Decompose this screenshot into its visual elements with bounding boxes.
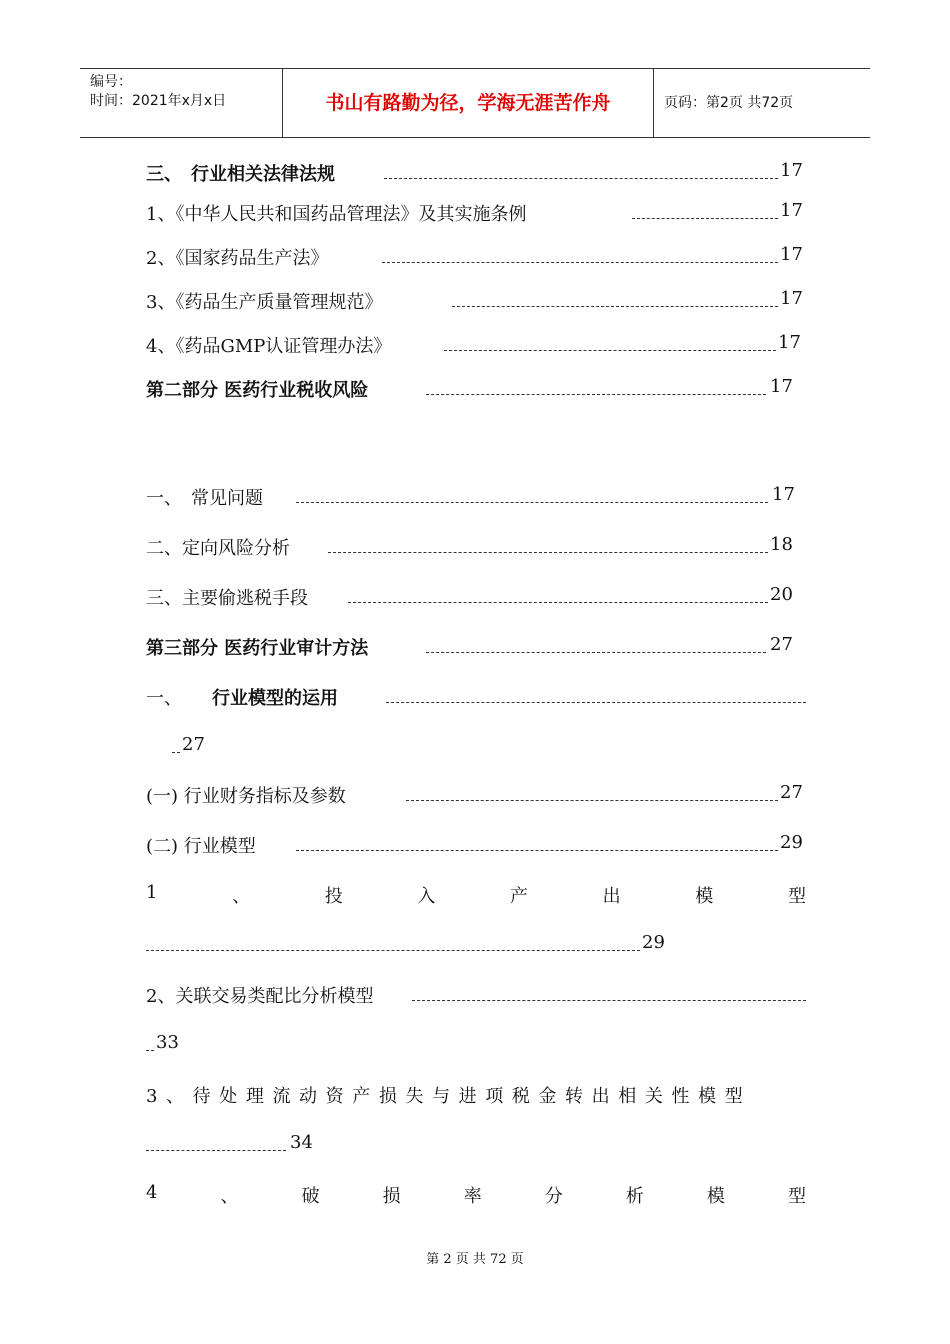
toc-entry-text: (一) 行业财务指标及参数 xyxy=(146,786,346,807)
page-header xyxy=(80,68,870,138)
toc-leader xyxy=(146,1150,286,1151)
toc-leader xyxy=(382,262,778,263)
toc-char: 分 xyxy=(544,1186,563,1207)
toc-leader xyxy=(348,602,768,603)
toc-page: 17 xyxy=(780,160,803,181)
toc-leader xyxy=(406,800,778,801)
toc-page: 17 xyxy=(780,244,803,265)
toc-entry-spread xyxy=(146,882,806,908)
toc-leader xyxy=(426,652,766,653)
toc-char: 出 xyxy=(602,886,621,907)
toc-char: 率 xyxy=(463,1186,482,1207)
toc-char: 破 xyxy=(301,1186,320,1207)
toc-char: 入 xyxy=(417,886,436,907)
toc-entry-spread xyxy=(146,1182,806,1208)
toc-entry-text: 一、 常见问题 xyxy=(146,488,263,509)
page-footer: 第 2 页 共 72 页 xyxy=(426,1252,524,1267)
toc-char: 、 xyxy=(220,1186,239,1207)
toc-char: 型 xyxy=(787,1186,806,1207)
toc-leader xyxy=(452,306,778,307)
toc-page: 20 xyxy=(770,584,793,605)
toc-entry-text: 三、主要偷逃税手段 xyxy=(146,588,308,609)
toc-page: 17 xyxy=(772,484,795,505)
toc-entry-text: 1、《中华人民共和国药品管理法》及其实施条例 xyxy=(146,204,527,225)
toc-char: 、 xyxy=(232,886,251,907)
toc-page: 18 xyxy=(770,534,793,555)
toc-entry-text: 3、《药品生产质量管理规范》 xyxy=(146,292,383,313)
toc-char: 模 xyxy=(695,886,714,907)
toc-leader xyxy=(384,178,778,179)
toc-leader xyxy=(146,950,640,951)
toc-leader xyxy=(426,394,766,395)
toc-char: 产 xyxy=(510,886,529,907)
toc-page: 29 xyxy=(642,932,665,953)
toc-entry-text: 三、 行业相关法律法规 xyxy=(146,164,335,185)
toc-page: 29 xyxy=(780,832,803,853)
toc-page: 17 xyxy=(780,288,803,309)
header-motto: 书山有路勤为径，学海无涯苦作舟 xyxy=(282,69,654,137)
toc-page: 17 xyxy=(778,332,801,353)
toc-char: 型 xyxy=(787,886,806,907)
toc-page: 27 xyxy=(770,634,793,655)
toc-page: 17 xyxy=(780,200,803,221)
toc-leader xyxy=(444,350,776,351)
date-label: 时间：2021年x月x日 xyxy=(90,93,227,109)
toc-entry-text: (二) 行业模型 xyxy=(146,836,256,857)
toc-char: 析 xyxy=(625,1186,644,1207)
toc-leader xyxy=(296,850,778,851)
toc-leader xyxy=(632,218,778,219)
toc-page: 33 xyxy=(156,1032,179,1053)
toc-char: 损 xyxy=(382,1186,401,1207)
toc-char: 4 xyxy=(146,1182,158,1203)
toc-leader xyxy=(386,702,806,703)
toc-char: 投 xyxy=(324,886,343,907)
toc-entry-text: 行业模型的运用 xyxy=(212,688,338,709)
toc-part-heading: 第二部分 医药行业税收风险 xyxy=(146,380,369,401)
toc-leader xyxy=(328,552,768,553)
toc-entry-text: 3、待处理流动资产损失与进项税金转出相关性模型 xyxy=(146,1086,752,1107)
toc-leader xyxy=(296,502,768,503)
toc-page: 27 xyxy=(182,734,205,755)
toc-leader xyxy=(146,1050,154,1051)
toc-char: 模 xyxy=(706,1186,725,1207)
toc-char: 1 xyxy=(146,882,158,903)
toc-part-heading: 第三部分 医药行业审计方法 xyxy=(146,638,369,659)
toc-entry-text: 2、《国家药品生产法》 xyxy=(146,248,329,269)
toc-leader xyxy=(172,752,180,753)
toc-entry-text: 二、定向风险分析 xyxy=(146,538,290,559)
toc-page: 17 xyxy=(770,376,793,397)
toc-page: 34 xyxy=(290,1132,313,1153)
toc-entry-text: 2、关联交易类配比分析模型 xyxy=(146,986,374,1007)
toc-entry-num: 一、 xyxy=(146,688,182,709)
header-page-info: 页码：第2页 共72页 xyxy=(664,95,794,111)
header-meta xyxy=(80,69,282,137)
toc-page: 27 xyxy=(780,782,803,803)
toc-leader xyxy=(412,1000,806,1001)
number-label: 编号： xyxy=(90,74,132,90)
toc-entry-text: 4、《药品GMP认证管理办法》 xyxy=(146,336,392,357)
